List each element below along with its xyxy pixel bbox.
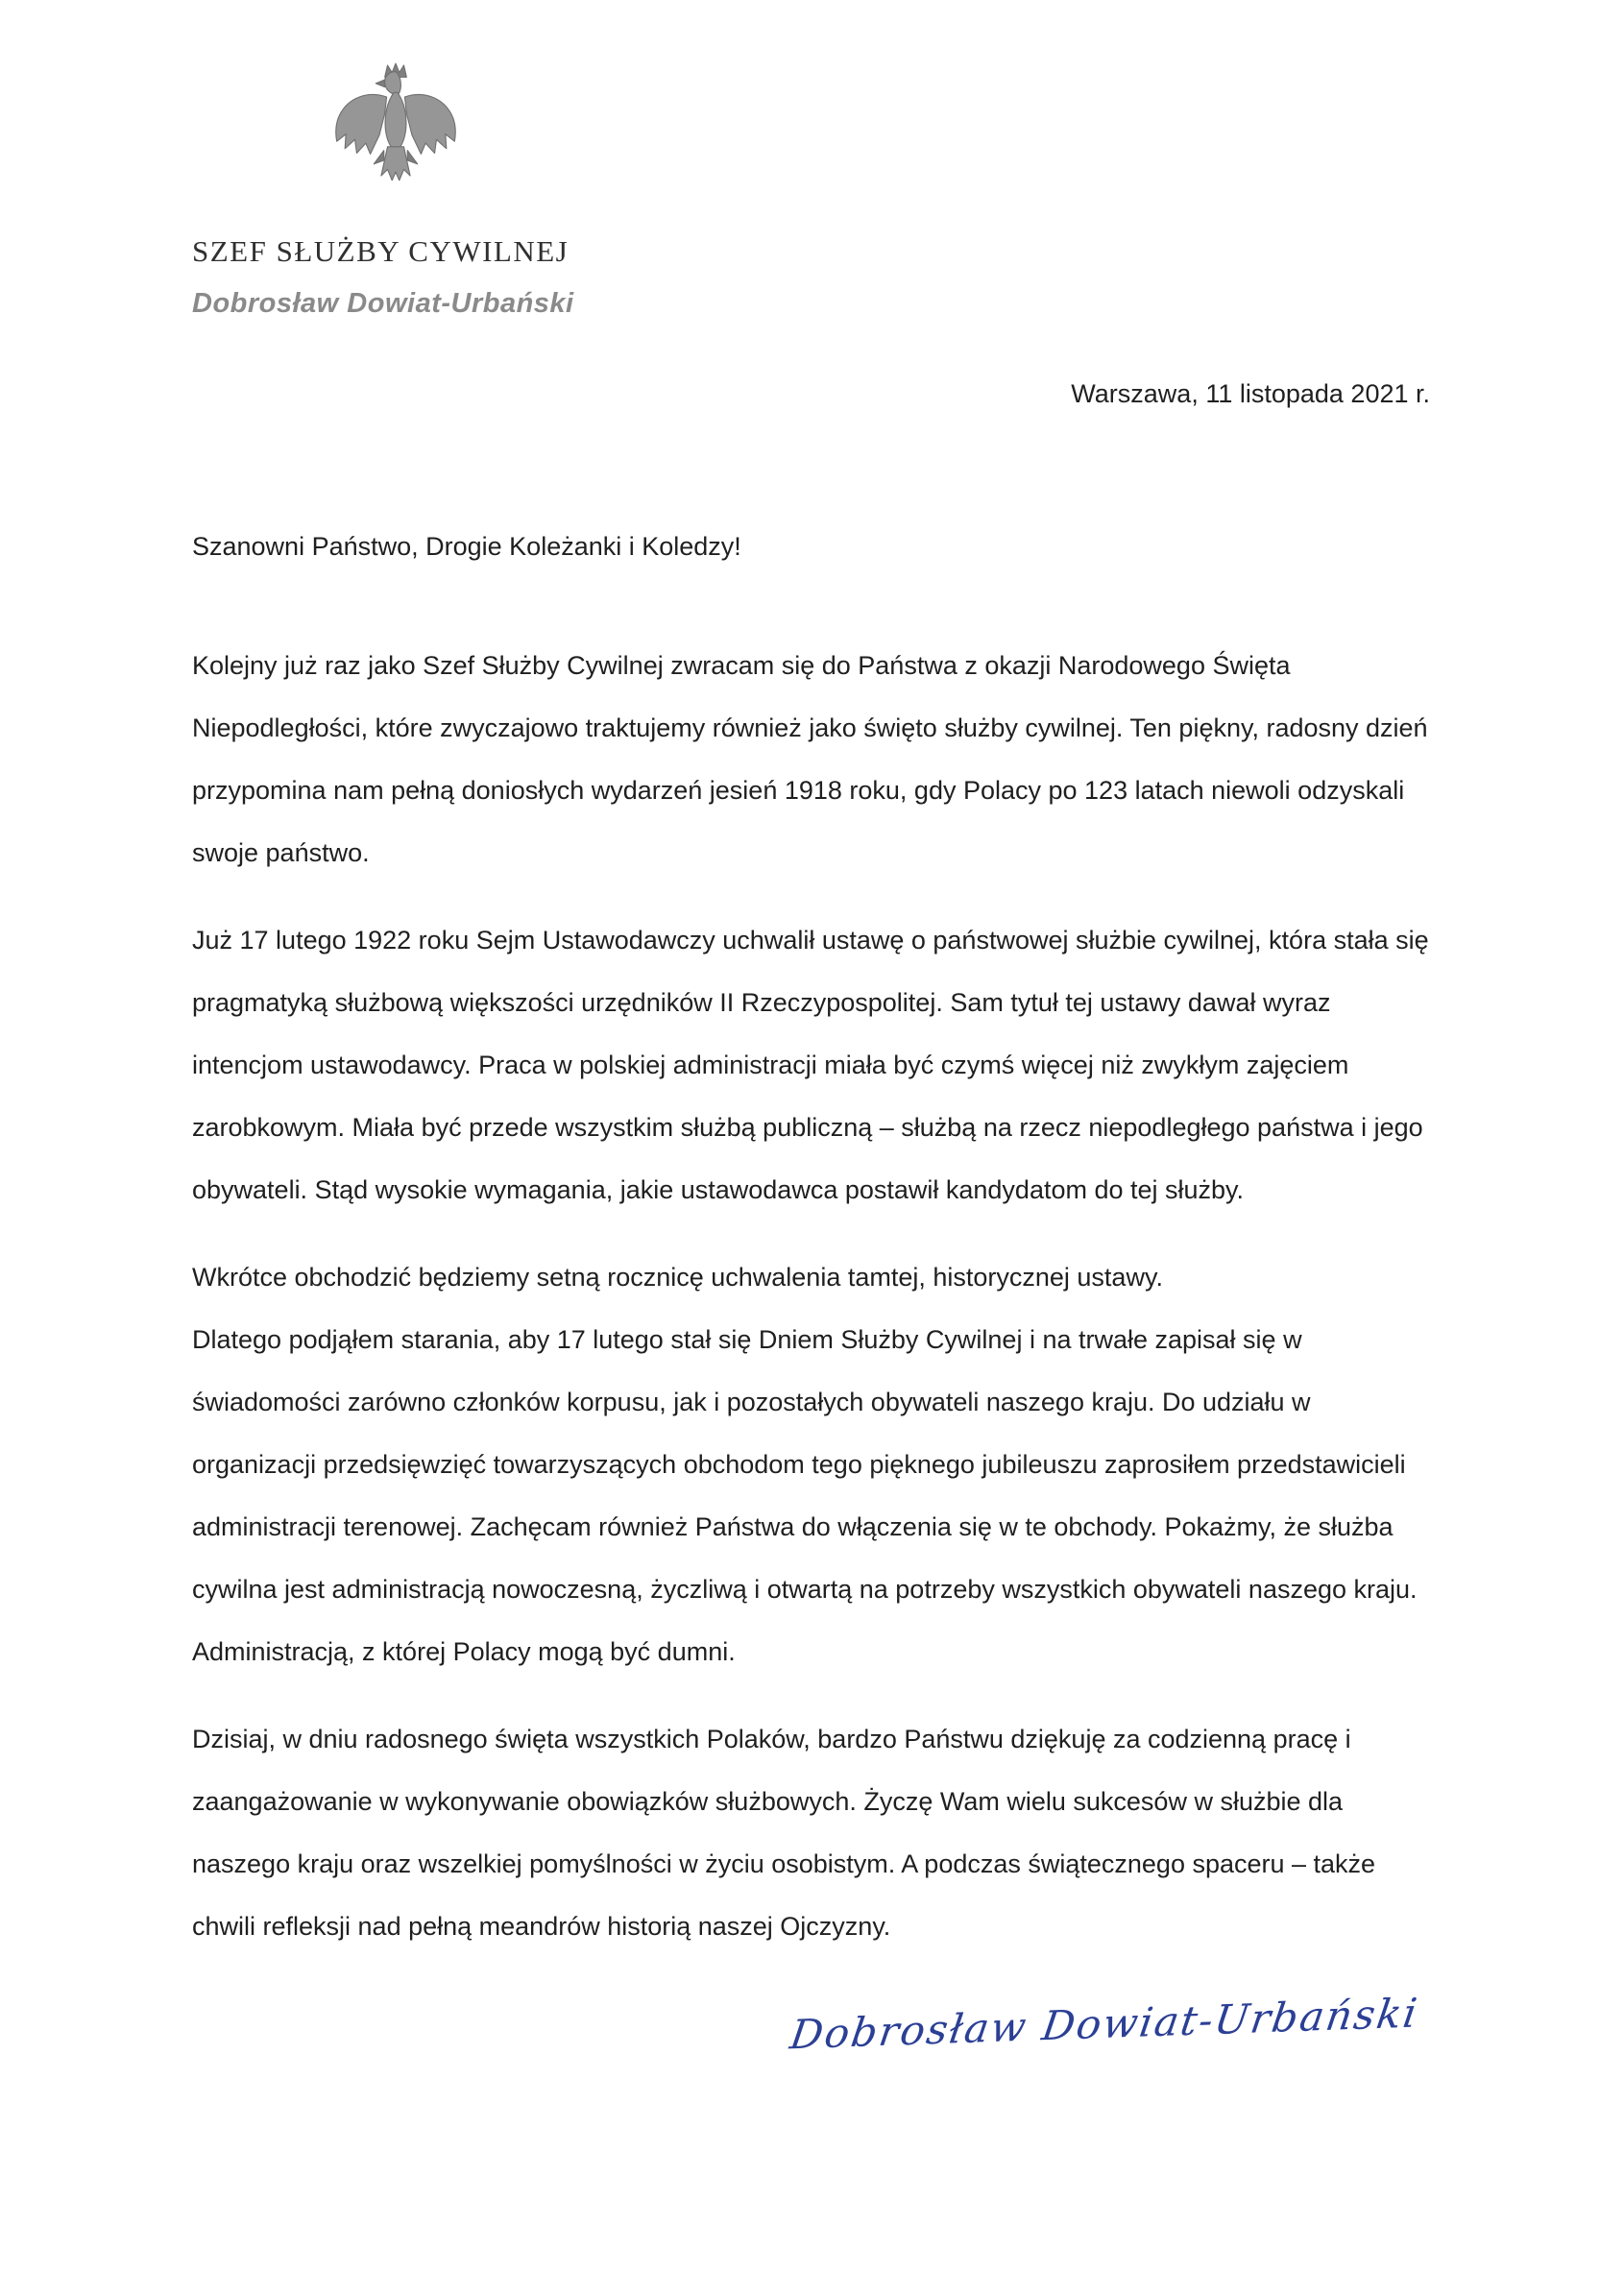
signature-area: [192, 1989, 1430, 2059]
paragraph-1: Kolejny już raz jako Szef Służby Cywilnej zwracam się do Państwa z okazji Narodowego Święta Niepodległości, które zwyczajowo traktujemy również jako święto służby cywilnej. Ten piękny, radosny dzień przypomina nam pełną doniosłych wydarzeń jesień 1918 roku, gdy Polacy po 123 latach niewoli odzyskali swoje państwo.: [192, 651, 1428, 867]
letter-body: [192, 635, 1430, 1958]
paragraph-4: Dlatego podjąłem starania, aby 17 lutego stał się Dniem Służby Cywilnej i na trwałe zapisał się w świadomości zarówno członków korpusu, jak i pozostałych obywateli naszego kraju. Do udziału w organizacji przedsięwzięć towarzyszących obchodom tego pięknego jubileuszu zaprosiłem przedstawicieli administracji terenowej. Zachęcam również Państwa do włączenia się w te obchody. Pokażmy, że służba cywilna jest administracją nowoczesną, życzliwą i otwartą na potrzeby wszystkich obywateli naszego kraju. Administracją, z której Polacy mogą być dumni.: [192, 1325, 1418, 1666]
paragraph-5: Dzisiaj, w dniu radosnego święta wszystkich Polaków, bardzo Państwu dziękuję za codzienną pracę i zaangażowanie w wykonywanie obowiązków służbowych. Życzę Wam wielu sukcesów w służbie dla naszego kraju oraz wszelkiej pomyślności w życiu osobistym. A podczas świątecznego spaceru – także chwili refleksji nad pełną meandrów historią naszej Ojczyzny.: [192, 1725, 1376, 1941]
paragraph-3: Wkrótce obchodzić będziemy setną rocznicę uchwalenia tamtej, historycznej ustawy.: [192, 1263, 1163, 1292]
dateline: Warszawa, 11 listopada 2021 r.: [1071, 379, 1430, 408]
letterhead-official-name: Dobrosław Dowiat-Urbański: [192, 288, 574, 319]
polish-eagle-emblem-icon: [332, 56, 459, 202]
letterhead-title: SZEF SŁUŻBY CYWILNEJ: [192, 234, 570, 268]
salutation: Szanowni Państwo, Drogie Koleżanki i Koledzy!: [192, 532, 741, 561]
paragraph-2: Już 17 lutego 1922 roku Sejm Ustawodawczy uchwalił ustawę o państwowej służbie cywilnej, która stała się pragmatyką służbową większości urzędników II Rzeczypospolitej. Sam tytuł tej ustawy dawał wyraz intencjom ustawodawcy. Praca w polskiej administracji miała być czymś więcej niż zwykłym zajęciem zarobkowym. Miała być przede wszystkim służbą publiczną – służbą na rzecz niepodległego państwa i jego obywateli. Stąd wysokie wymagania, jakie ustawodawca postawił kandydatom do tej służby.: [192, 926, 1429, 1204]
handwritten-signature: Dobrosław Dowiat-Urbański: [787, 1989, 1422, 2059]
